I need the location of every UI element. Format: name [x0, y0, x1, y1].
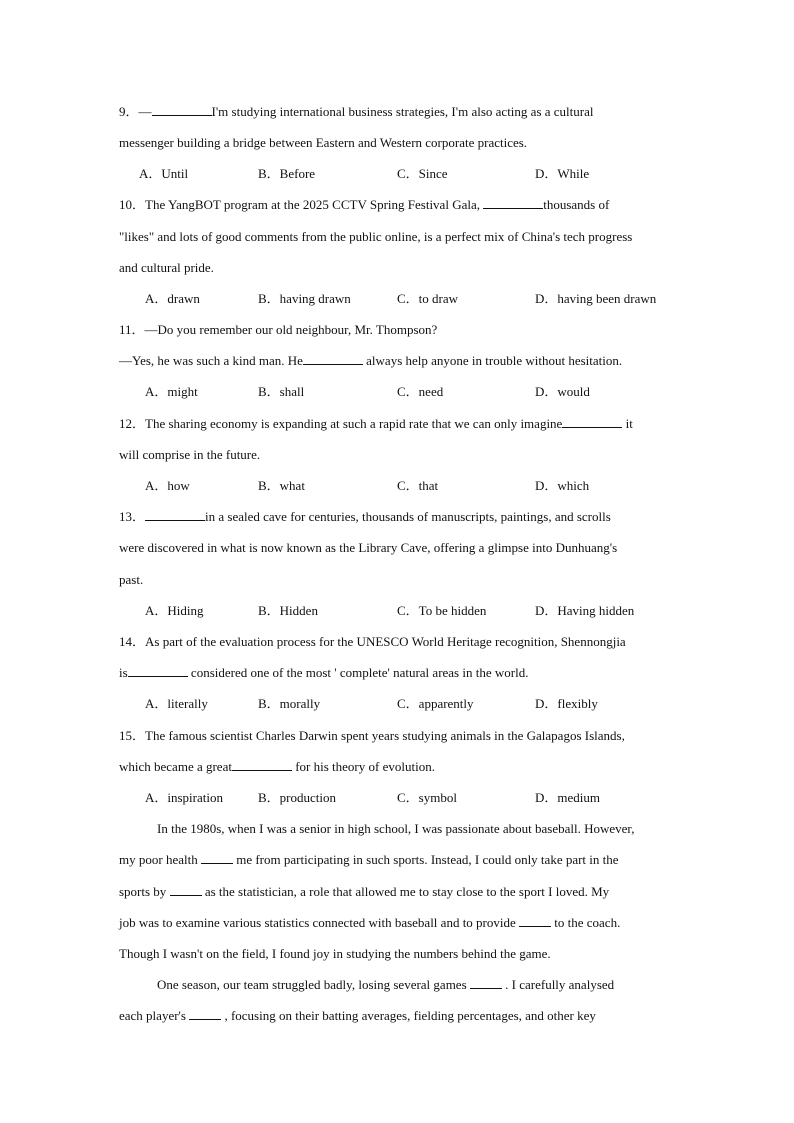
- option-a[interactable]: A．drawn: [145, 291, 200, 306]
- option-d[interactable]: D．flexibly: [535, 696, 598, 711]
- passage-text: each player's: [119, 1008, 190, 1023]
- question-number: 11．: [119, 322, 145, 337]
- answer-blank[interactable]: [483, 197, 543, 209]
- option-d[interactable]: D．medium: [535, 790, 600, 805]
- question-15-line-2: [119, 759, 435, 775]
- question-12-line-1: [119, 416, 633, 432]
- question-11-line-2: [119, 353, 622, 369]
- question-13-line-1: [119, 509, 611, 525]
- passage-text: to the coach.: [551, 915, 621, 930]
- passage-text: my poor health: [119, 852, 201, 867]
- question-text: thousands of: [543, 197, 610, 212]
- option-d[interactable]: D．would: [535, 384, 590, 399]
- option-b[interactable]: B．shall: [258, 384, 305, 399]
- question-text: —Yes, he was such a kind man. He: [119, 353, 303, 368]
- passage-text: job was to examine various statistics connected with baseball and to provide: [119, 915, 520, 930]
- question-10-line-3: and cultural pride.: [119, 260, 214, 275]
- option-a[interactable]: A．inspiration: [145, 790, 223, 805]
- passage-line-4: [119, 915, 620, 931]
- cloze-blank[interactable]: [470, 977, 502, 989]
- question-15-line-1: [119, 728, 625, 744]
- question-number: 9．: [119, 104, 139, 119]
- passage-text: . I carefully analysed: [501, 977, 615, 992]
- answer-blank[interactable]: [152, 104, 212, 116]
- question-10-line-2: "likes" and lots of good comments from the public online, is a perfect mix of China's tech progress: [119, 229, 633, 244]
- question-number: 12．: [119, 416, 146, 431]
- option-a[interactable]: A．literally: [145, 696, 208, 711]
- answer-blank[interactable]: [128, 665, 188, 677]
- answer-blank[interactable]: [303, 353, 363, 365]
- answer-blank[interactable]: [562, 416, 622, 428]
- option-d[interactable]: D．having been drawn: [535, 291, 657, 306]
- question-11-line-1: [119, 322, 437, 338]
- question-10-line-1: [119, 197, 609, 213]
- option-c[interactable]: C．symbol: [397, 790, 457, 805]
- passage-line-5: Though I wasn't on the field, I found joy in studying the numbers behind the game.: [119, 946, 551, 961]
- option-b[interactable]: B．Before: [258, 166, 316, 181]
- question-number: 13．: [119, 509, 146, 524]
- question-9-line-1: [119, 104, 593, 120]
- option-c[interactable]: C．that: [397, 478, 439, 493]
- question-9-line-2: messenger building a bridge between Eastern and Western corporate practices.: [119, 135, 528, 150]
- option-c[interactable]: C．apparently: [397, 696, 474, 711]
- cloze-blank[interactable]: [189, 1008, 221, 1020]
- option-a[interactable]: A．Until: [139, 166, 189, 181]
- question-text: —Do you remember our old neighbour, Mr. Thompson?: [144, 322, 438, 337]
- passage-text: , focusing on their batting averages, fielding percentages, and other key: [221, 1008, 596, 1023]
- question-text: in a sealed cave for centuries, thousands of manuscripts, paintings, and scrolls: [205, 509, 611, 524]
- option-c[interactable]: C．To be hidden: [397, 603, 487, 618]
- option-b[interactable]: B．Hidden: [258, 603, 318, 618]
- question-text: for his theory of evolution.: [291, 759, 435, 774]
- option-d[interactable]: D．which: [535, 478, 590, 493]
- passage-text: me from participating in such sports. Instead, I could only take part in the: [232, 852, 619, 867]
- question-text: As part of the evaluation process for the UNESCO World Heritage recognition, Shennongjia: [145, 634, 626, 649]
- passage-text: One season, our team struggled badly, losing several games: [157, 977, 470, 992]
- passage-line-3: [119, 884, 609, 900]
- option-b[interactable]: B．production: [258, 790, 336, 805]
- option-b[interactable]: B．what: [258, 478, 305, 493]
- cloze-blank[interactable]: [201, 852, 233, 864]
- question-text: it: [622, 416, 633, 431]
- option-c[interactable]: C．Since: [397, 166, 448, 181]
- option-a[interactable]: A．might: [145, 384, 198, 399]
- option-b[interactable]: B．having drawn: [258, 291, 351, 306]
- cloze-blank[interactable]: [519, 915, 551, 927]
- option-c[interactable]: C．need: [397, 384, 444, 399]
- answer-blank[interactable]: [145, 509, 205, 521]
- dash: —: [138, 104, 152, 119]
- question-14-line-2: [119, 665, 528, 681]
- answer-blank[interactable]: [232, 759, 292, 771]
- passage-line-1: In the 1980s, when I was a senior in high school, I was passionate about baseball. However,: [157, 821, 635, 836]
- question-number: 15．: [119, 728, 146, 743]
- cloze-blank[interactable]: [170, 884, 202, 896]
- option-a[interactable]: A．Hiding: [145, 603, 204, 618]
- question-text: is: [119, 665, 128, 680]
- passage-text: as the statistician, a role that allowed me to stay close to the sport I loved. My: [201, 884, 610, 899]
- option-d[interactable]: D．While: [535, 166, 590, 181]
- passage-line-2: [119, 852, 619, 868]
- passage-line-7: [119, 1008, 596, 1024]
- option-d[interactable]: D．Having hidden: [535, 603, 635, 618]
- question-text: The sharing economy is expanding at such a rapid rate that we can only imagine: [145, 416, 563, 431]
- question-number: 10．: [119, 197, 146, 212]
- question-13-line-2: were discovered in what is now known as the Library Cave, offering a glimpse into Dunhuang's: [119, 540, 618, 555]
- question-13-line-3: past.: [119, 572, 144, 587]
- question-text: considered one of the most ' complete' natural areas in the world.: [187, 665, 529, 680]
- question-text: The famous scientist Charles Darwin spent years studying animals in the Galapagos Islands,: [145, 728, 625, 743]
- option-b[interactable]: B．morally: [258, 696, 321, 711]
- question-12-line-2: will comprise in the future.: [119, 447, 261, 462]
- option-a[interactable]: A．how: [145, 478, 190, 493]
- question-number: 14．: [119, 634, 146, 649]
- question-14-line-1: [119, 634, 626, 650]
- question-text: which became a great: [119, 759, 232, 774]
- passage-line-6: [157, 977, 614, 993]
- question-text: I'm studying international business strategies, I'm also acting as a cultural: [211, 104, 594, 119]
- question-text: The YangBOT program at the 2025 CCTV Spring Festival Gala,: [145, 197, 484, 212]
- question-text: always help anyone in trouble without hesitation.: [362, 353, 623, 368]
- option-c[interactable]: C．to draw: [397, 291, 459, 306]
- passage-text: sports by: [119, 884, 170, 899]
